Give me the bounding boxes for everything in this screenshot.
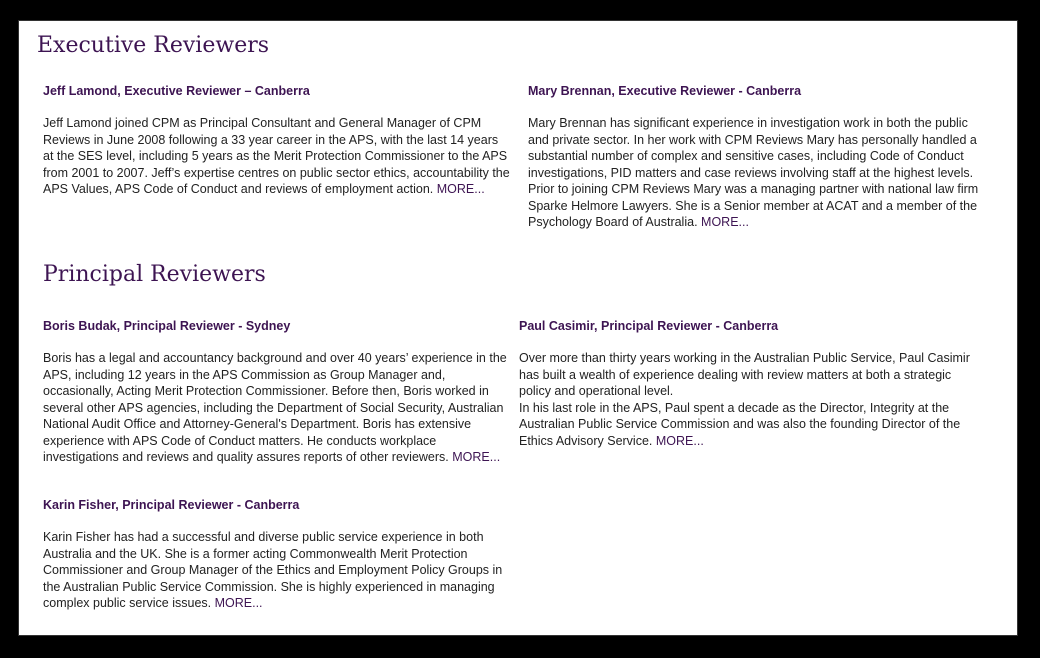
- reviewer-bio: [43, 115, 511, 198]
- reviewer-card-boris-budak: [43, 318, 509, 466]
- reviewer-bio-paragraph: [519, 400, 981, 450]
- principal-reviewers-heading: Principal Reviewers: [43, 262, 266, 287]
- reviewer-card-mary-brennan: [528, 83, 992, 231]
- more-link[interactable]: MORE...: [436, 182, 485, 196]
- reviewer-bio: [43, 350, 509, 466]
- reviewer-card-karin-fisher: [43, 497, 503, 612]
- reviewer-bio-text: Over more than thirty years working in the Australian Public Service, Paul Casimir has built a wealth of experience dealing with review matters at both a strategic policy and operational level.: [519, 351, 970, 398]
- more-link[interactable]: MORE...: [214, 596, 263, 610]
- reviewer-bio-text: Boris has a legal and accountancy background and over 40 years’ experience in the APS, including 12 years in the APS Commission as Group Manager and, occasionally, Acting Merit Protection Commissioner. Before then, Boris worked in several other APS agencies, including the Department of Social Security, Australian National Audit Office and Attorney-General's Department. Boris has extensive experience with APS Code of Conduct matters. He conducts workplace investigations and reviews and quality assures reports of other reviewers.: [43, 351, 507, 464]
- reviewer-bio-text: Jeff Lamond joined CPM as Principal Consultant and General Manager of CPM Reviews in June 2008 following a 33 year career in the APS, with the last 14 years at the SES level, including 5 years as the Merit Protection Commissioner to the APS from 2001 to 2007. Jeff’s expertise centres on public sector ethics, accountability the APS Values, APS Code of Conduct and reviews of employment action.: [43, 116, 510, 196]
- reviewer-name: Karin Fisher, Principal Reviewer - Canberra: [43, 498, 300, 512]
- reviewer-bio-text: Karin Fisher has had a successful and diverse public service experience in both Australia and the UK. She is a former acting Commonwealth Merit Protection Commissioner and Group Manager of the Ethics and Employment Policy Groups in the Australian Public Service Commission. She is highly experienced in managing complex public service issues.: [43, 530, 503, 610]
- reviewer-name: Boris Budak, Principal Reviewer - Sydney: [43, 319, 291, 333]
- more-link[interactable]: MORE...: [701, 215, 749, 229]
- more-link[interactable]: MORE...: [452, 450, 501, 464]
- more-link[interactable]: MORE...: [655, 433, 704, 448]
- reviewer-name: Jeff Lamond, Executive Reviewer – Canberra: [43, 84, 310, 98]
- reviewer-bio-text: Mary Brennan has significant experience in investigation work in both the public and private sector. In her work with CPM Reviews Mary has personally handled a substantial number of complex and sensitive cases, including Code of Conduct investigations, PID matters and case reviews involving staff at the highest levels. Prior to joining CPM Reviews Mary was a managing partner with national law firm Sparke Helmore Lawyers. She is a Senior member at ACAT and a member of the Psychology Board of Australia.: [528, 116, 979, 229]
- reviewer-bio-text-2: In his last role in the APS, Paul spent a decade as the Director, Integrity at the Australian Public Service Commission and was also the founding Director of the Ethics Advisory Service.: [519, 400, 961, 448]
- reviewer-bio: [528, 115, 992, 231]
- content-panel: [18, 20, 1018, 636]
- reviewer-bio: [519, 350, 981, 449]
- executive-reviewers-heading: Executive Reviewers: [37, 33, 270, 58]
- reviewer-name: Mary Brennan, Executive Reviewer - Canberra: [528, 84, 802, 98]
- reviewer-bio: [43, 529, 503, 612]
- reviewer-card-jeff-lamond: [43, 83, 511, 198]
- reviewer-name: Paul Casimir, Principal Reviewer - Canberra: [519, 319, 779, 333]
- reviewer-card-paul-casimir: [519, 318, 981, 449]
